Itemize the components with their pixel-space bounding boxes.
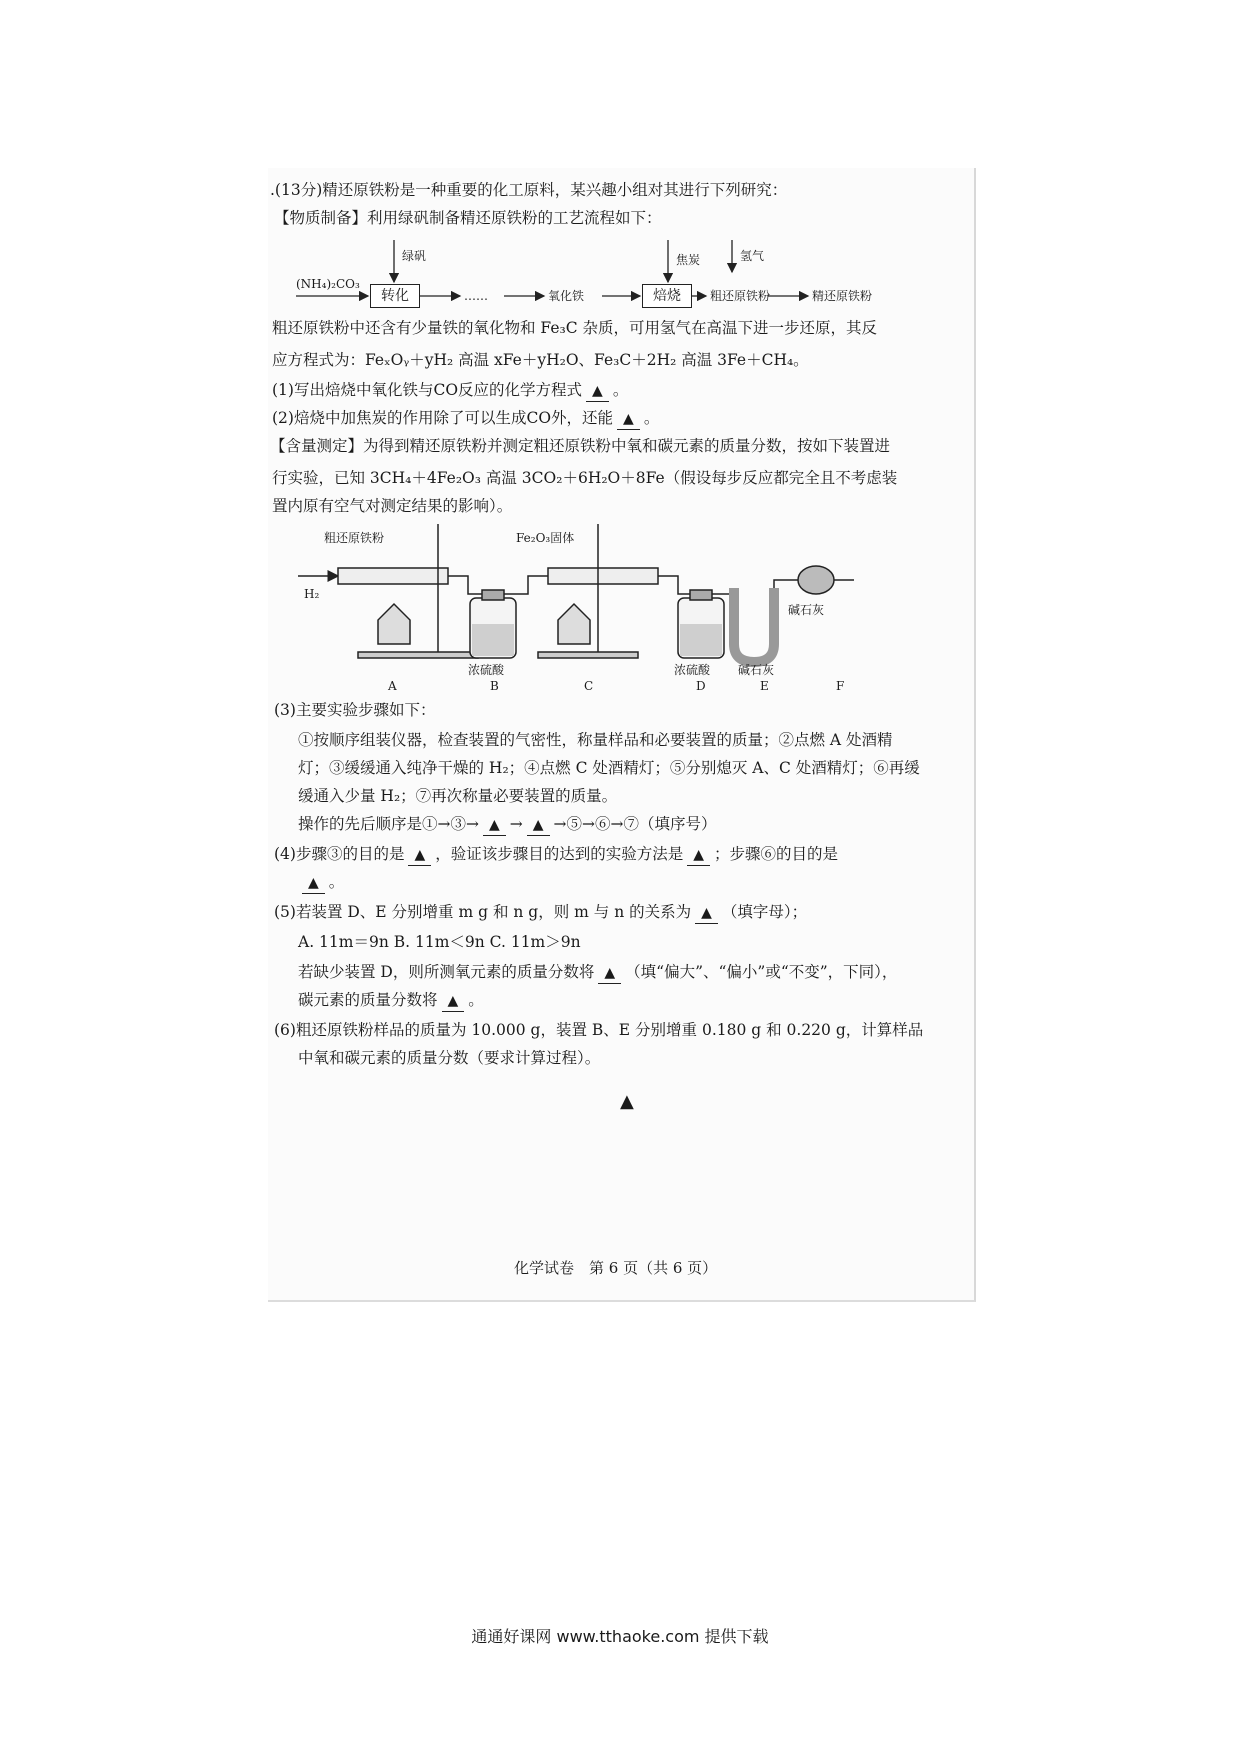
question-3-line-1: ①按顺序组装仪器，检查装置的气密性，称量样品和必要装置的质量；②点燃 A 处酒精 (298, 731, 893, 749)
question-6-line-2: 中氧和碳元素的质量分数（要求计算过程）。 (298, 1049, 601, 1067)
question-4-line-2: ▲。 (298, 872, 344, 894)
page-footer: 化学试卷 第 6 页（共 6 页） (514, 1259, 718, 1277)
label-d-liquid: 浓硫酸 (674, 663, 711, 677)
label-soda-lime-f: 碱石灰 (788, 603, 825, 617)
question-5-tail: （填字母）； (721, 903, 808, 921)
process-flow (268, 236, 974, 308)
question-5-line-4: 碳元素的质量分数将▲ 。 (298, 990, 484, 1012)
question-intro: .(13分)精还原铁粉是一种重要的化工原料，某兴趣小组对其进行下列研究： (270, 181, 788, 199)
question-5-note: （填“偏大”、“偏小”或“不变”，下同）， (625, 963, 898, 981)
flow-box-conversion: 转化 (370, 284, 420, 308)
question-5 (274, 902, 807, 924)
question-4-part-a: (4)步骤③的目的是 (274, 845, 405, 863)
answer-blank (695, 902, 718, 924)
label-e: E (760, 679, 769, 693)
exam-page (268, 168, 976, 1302)
question-3-order-b: → (509, 815, 523, 833)
question-3-line-2: 灯；③缓缓通入纯净干燥的 H₂；④点燃 C 处酒精灯；⑤分别熄灭 A、C 处酒精灯；⑥再缓 (298, 759, 920, 777)
answer-blank (527, 814, 550, 836)
answer-blank (687, 844, 710, 866)
prep-title: 【物质制备】利用绿矾制备精还原铁粉的工艺流程如下： (274, 209, 662, 227)
label-fe2o3-solid: Fe₂O₃固体 (516, 531, 575, 545)
label-d: D (696, 679, 706, 693)
question-5-options: A. 11m＝9n B. 11m＜9n C. 11m＞9n (298, 933, 581, 951)
label-e-solid: 碱石灰 (738, 663, 775, 677)
label-a: A (388, 679, 397, 693)
measure-line-3: 置内原有空气对测定结果的影响）。 (272, 497, 513, 515)
question-1: (1)写出焙烧中氧化铁与CO反应的化学方程式▲ 。 (272, 380, 628, 402)
flow-box-roasting: 焙烧 (642, 284, 692, 308)
question-3-line-4 (298, 814, 717, 836)
label-b-liquid: 浓硫酸 (468, 663, 505, 677)
answer-blank (598, 962, 621, 984)
answer-blank (302, 872, 325, 894)
measure-line-2: 行实验，已知 3CH₄＋4Fe₂O₃ 高温 3CO₂＋6H₂O＋8Fe（假设每步反应都完全且不考虑装 (272, 469, 898, 487)
answer-blank (408, 844, 431, 866)
flow-top-label-1: 绿矾 (402, 249, 427, 263)
site-footer: 通通好课网 www.tthaoke.com 提供下载 (471, 1627, 769, 1646)
paragraph-1-line-2: 应方程式为：FeₓOᵧ＋yH₂ 高温 xFe＋yH₂O、Fe₃C＋2H₂ 高温 3Fe＋CH₄。 (272, 351, 809, 369)
answer-blank (442, 990, 465, 1012)
question-4-part-c: ；步骤⑥的目的是 (714, 845, 839, 863)
question-3-line-3: 缓通入少量 H₂；⑦再次称量必要装置的质量。 (298, 787, 618, 805)
question-2: (2)焙烧中加焦炭的作用除了可以生成CO外，还能▲ 。 (272, 408, 659, 430)
flow-crude-iron: 粗还原铁粉 (710, 289, 771, 303)
question-4-part-b: ，验证该步骤目的达到的实验方法是 (435, 845, 684, 863)
label-crude-iron: 粗还原铁粉 (324, 531, 385, 545)
question-5-line-3 (298, 962, 897, 984)
question-1-text: (1)写出焙烧中氧化铁与CO反应的化学方程式 (272, 381, 583, 399)
apparatus-diagram (298, 524, 858, 677)
answer-mark: ▲ (620, 1091, 634, 1112)
answer-blank (586, 380, 609, 402)
answer-blank (483, 814, 506, 836)
flow-iron-oxide: 氧化铁 (548, 289, 585, 303)
label-c: C (584, 679, 594, 693)
label-b: B (490, 679, 499, 693)
question-3-title: (3)主要实验步骤如下： (274, 701, 436, 719)
question-6-line-1: (6)粗还原铁粉样品的质量为 10.000 g，装置 B、E 分别增重 0.180 g 和 0.220 g，计算样品 (274, 1021, 924, 1039)
question-5-carbon: 碳元素的质量分数将 (298, 991, 438, 1009)
question-3-order-a: 操作的先后顺序是①→③→ (298, 815, 479, 833)
flow-fine-iron: 精还原铁粉 (812, 289, 873, 303)
paragraph-1-line-1: 粗还原铁粉中还含有少量铁的氧化物和 Fe₃C 杂质，可用氢气在高温下进一步还原，其反 (272, 319, 878, 337)
question-3-order-c: →⑤→⑥→⑦（填序号） (553, 815, 717, 833)
flow-dots: …… (464, 289, 488, 303)
label-hydrogen: H₂ (304, 587, 320, 601)
question-4 (274, 844, 838, 866)
measure-line-1: 【含量测定】为得到精还原铁粉并测定粗还原铁粉中氧和碳元素的质量分数，按如下装置进 (270, 437, 891, 455)
flow-top-label-2: 焦炭 (676, 253, 701, 267)
question-5-oxygen: 若缺少装置 D，则所测氧元素的质量分数将 (298, 963, 595, 981)
question-5-text: (5)若装置 D、E 分别增重 m g 和 n g，则 m 与 n 的关系为 (274, 903, 692, 921)
answer-blank (617, 408, 640, 430)
label-f: F (836, 679, 845, 693)
flow-reagent-in: (NH₄)₂CO₃ (296, 277, 360, 291)
question-2-text: (2)焙烧中加焦炭的作用除了可以生成CO外，还能 (272, 409, 614, 427)
flow-top-label-3: 氢气 (740, 249, 765, 263)
